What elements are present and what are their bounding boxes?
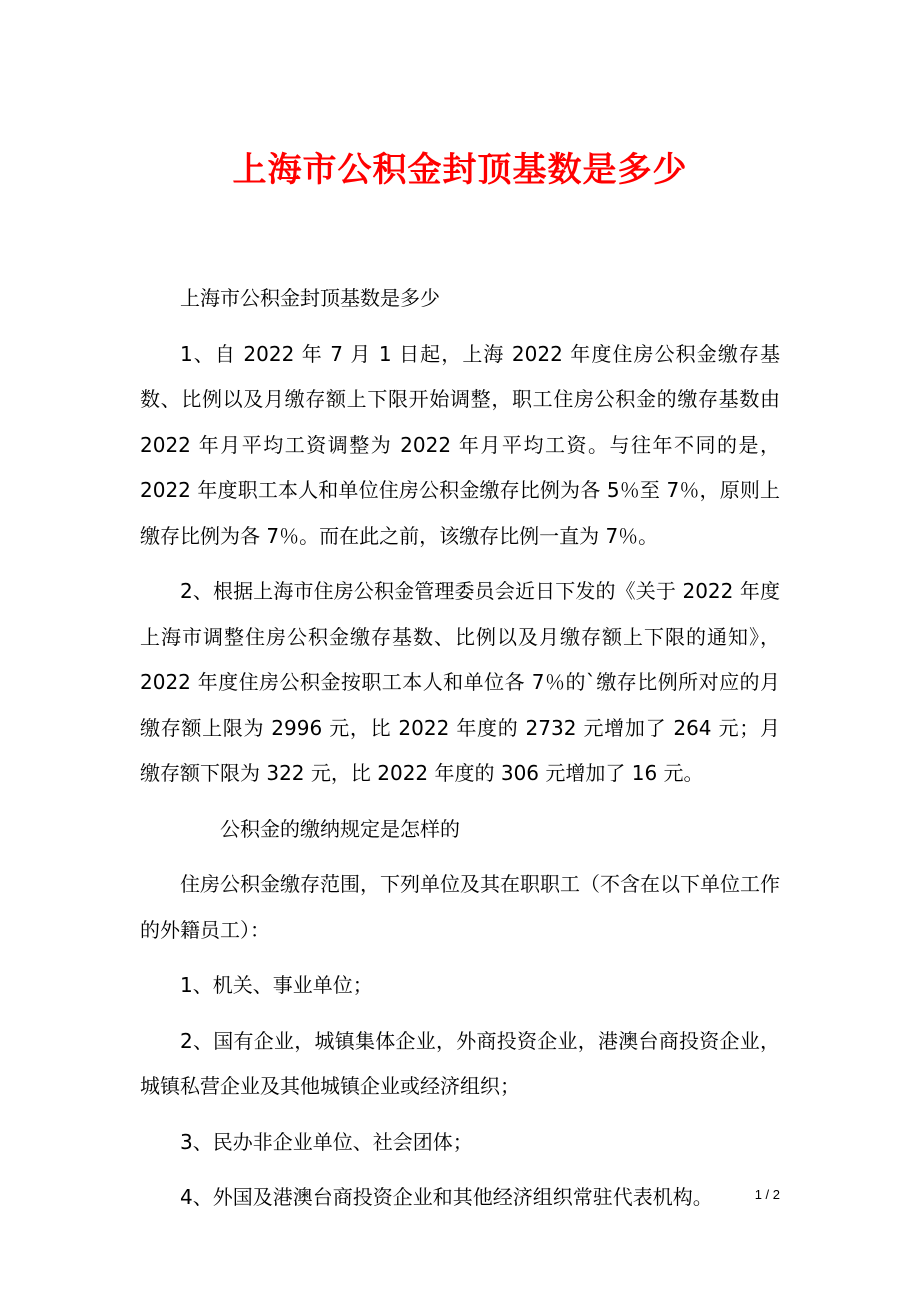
page-title: 上海市公积金封顶基数是多少 [232, 150, 688, 190]
list-item-3: 3、民办非企业单位、社会团体； [180, 1129, 473, 1154]
section-heading: 公积金的缴纳规定是怎样的 [220, 816, 460, 841]
list-item-2: 2、国有企业，城镇集体企业，外商投资企业，港澳台商投资企业，城镇私营企业及其他城镇企业或经济组织； [140, 1028, 780, 1098]
list-item-1: 1、机关、事业单位； [180, 973, 373, 997]
page-number: 1 / 2 [754, 1187, 780, 1202]
paragraph-2: 2、根据上海市住房公积金管理委员会近日下发的《关于 2022 年度上海市调整住房公积金缴存基数、比例以及月缴存额上下限的通知》，2022 年度住房公积金按职工本人和单位各 7％的`缴存比例所对应的月缴存额上限为 2996 元，比 2022 年度的 2732 元增加了 264 元；月缴存额下限为 322 元，比 2022 年度的 306 元增加了 16 元。 [140, 579, 780, 785]
paragraph-intro: 上海市公积金封顶基数是多少 [180, 286, 440, 310]
document-body [140, 276, 780, 1231]
paragraph-scope: 住房公积金缴存范围，下列单位及其在职职工（不含在以下单位工作的外籍员工）： [140, 872, 780, 942]
paragraph-1: 1、自 2022 年 7 月 1 日起，上海 2022 年度住房公积金缴存基数、比例以及月缴存额上下限开始调整，职工住房公积金的缴存基数由 2022 年月平均工资调整为 2022 年月平均工资。与往年不同的是，2022 年度职工本人和单位住房公积金缴存比例为各 5％至 7％，原则上缴存比例为各 7％。而在此之前，该缴存比例一直为 7％。 [140, 341, 780, 548]
list-item-4: 4、外国及港澳台商投资企业和其他经济组织常驻代表机构。 [180, 1185, 713, 1209]
